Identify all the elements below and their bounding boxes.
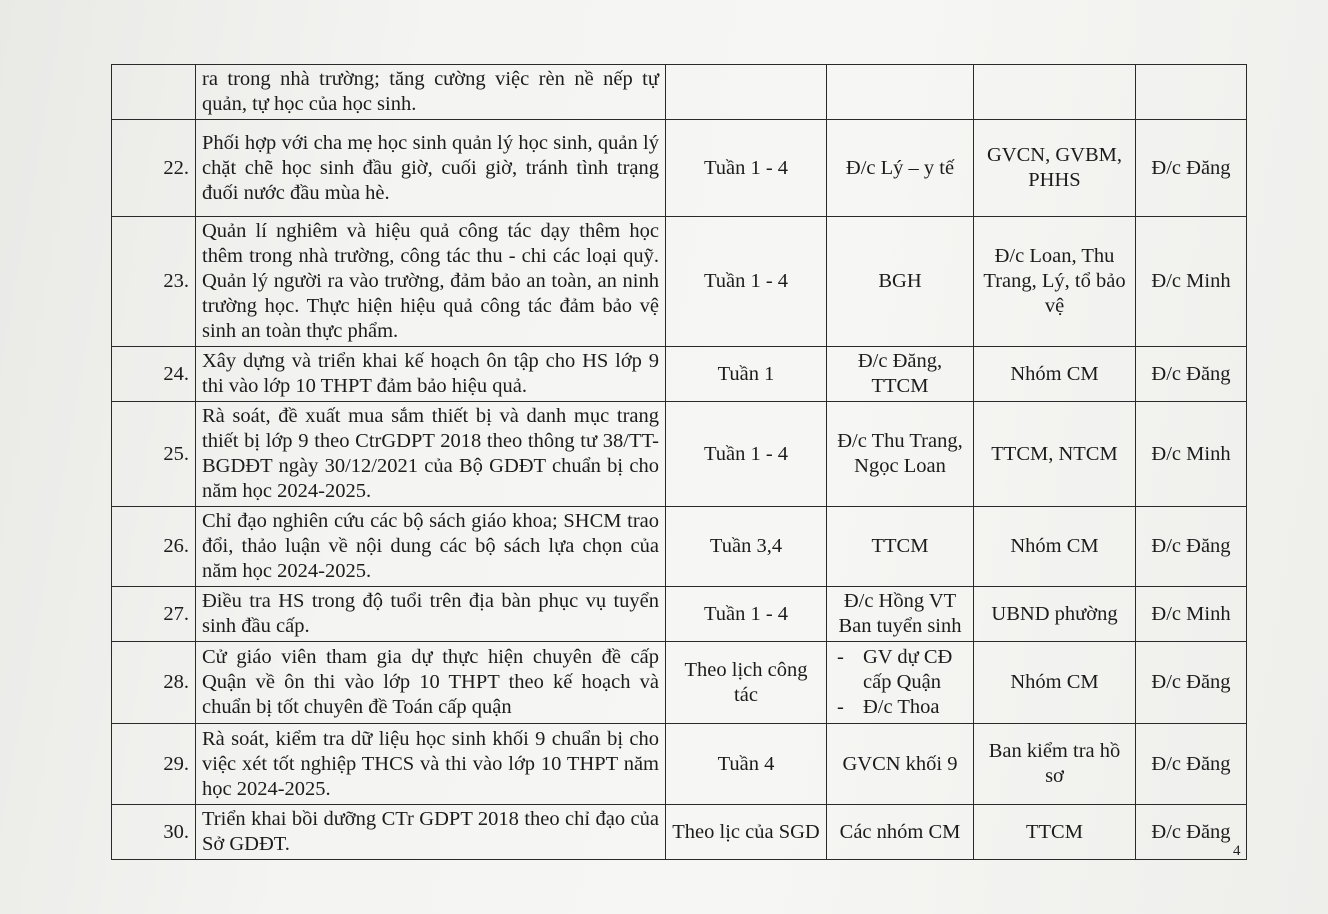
row-number xyxy=(112,65,196,120)
row-number: 22. xyxy=(112,120,196,217)
task-content: Triển khai bồi dưỡng CTr GDPT 2018 theo chỉ đạo của Sở GDĐT. xyxy=(196,805,666,860)
task-content: Rà soát, kiểm tra dữ liệu học sinh khối 9 chuẩn bị cho việc xét tốt nghiệp THCS và thi vào lớp 10 THPT năm học 2024-2025. xyxy=(196,724,666,805)
support-cell: Nhóm CM xyxy=(974,347,1136,402)
time-cell: Tuần 1 - 4 xyxy=(666,402,827,507)
support-cell xyxy=(974,65,1136,120)
time-cell: Theo lịch công tác xyxy=(666,642,827,724)
supervisor-cell: Đ/c Minh xyxy=(1136,402,1247,507)
time-cell: Theo lịc của SGD xyxy=(666,805,827,860)
table-row xyxy=(112,724,1247,805)
supervisor-cell: Đ/c Đăng xyxy=(1136,120,1247,217)
lead-cell: BGH xyxy=(827,217,974,347)
time-cell: Tuần 3,4 xyxy=(666,507,827,587)
lead-cell: Các nhóm CM xyxy=(827,805,974,860)
table-row xyxy=(112,217,1247,347)
lead-list xyxy=(833,645,967,720)
row-number: 25. xyxy=(112,402,196,507)
row-number: 28. xyxy=(112,642,196,724)
table-row xyxy=(112,507,1247,587)
supervisor-cell: Đ/c Đăng xyxy=(1136,805,1247,860)
page-number: 4 xyxy=(1233,843,1241,859)
lead-cell: TTCM xyxy=(827,507,974,587)
time-cell xyxy=(666,65,827,120)
time-cell: Tuần 4 xyxy=(666,724,827,805)
support-cell: Nhóm CM xyxy=(974,642,1136,724)
time-cell: Tuần 1 - 4 xyxy=(666,120,827,217)
support-cell: Đ/c Loan, Thu Trang, Lý, tổ bảo vệ xyxy=(974,217,1136,347)
support-cell: TTCM, NTCM xyxy=(974,402,1136,507)
table-row xyxy=(112,642,1247,724)
row-number: 26. xyxy=(112,507,196,587)
lead-cell: Đ/c Đăng, TTCM xyxy=(827,347,974,402)
support-cell: UBND phường xyxy=(974,587,1136,642)
task-content: Xây dựng và triển khai kế hoạch ôn tập cho HS lớp 9 thi vào lớp 10 THPT đảm bảo hiệu quả. xyxy=(196,347,666,402)
task-table xyxy=(111,64,1247,860)
lead-cell xyxy=(827,642,974,724)
supervisor-cell: Đ/c Đăng xyxy=(1136,724,1247,805)
task-content: Rà soát, đề xuất mua sắm thiết bị và danh mục trang thiết bị lớp 9 theo CtrGDPT 2018 theo thông tư 38/TT-BGDĐT ngày 30/12/2021 của Bộ GDĐT chuẩn bị cho năm học 2024-2025. xyxy=(196,402,666,507)
task-content: Quản lí nghiêm và hiệu quả công tác dạy thêm học thêm trong nhà trường, công tác thu - chi các loại quỹ. Quản lý người ra vào trường, đảm bảo an toàn, an ninh trường học. Thực hiện hiệu quả công tác đảm bảo vệ sinh an toàn thực phẩm. xyxy=(196,217,666,347)
lead-cell: Đ/c Lý – y tế xyxy=(827,120,974,217)
table-row xyxy=(112,805,1247,860)
table-row xyxy=(112,402,1247,507)
time-cell: Tuần 1 - 4 xyxy=(666,587,827,642)
row-number: 23. xyxy=(112,217,196,347)
support-cell: Ban kiểm tra hồ sơ xyxy=(974,724,1136,805)
row-number: 27. xyxy=(112,587,196,642)
task-content: Điều tra HS trong độ tuổi trên địa bàn phục vụ tuyển sinh đầu cấp. xyxy=(196,587,666,642)
supervisor-cell: Đ/c Minh xyxy=(1136,217,1247,347)
task-content: Cử giáo viên tham gia dự thực hiện chuyên đề cấp Quận về ôn thi vào lớp 10 THPT theo kế hoạch và chuẩn bị tốt chuyên đề Toán cấp quận xyxy=(196,642,666,724)
row-number: 24. xyxy=(112,347,196,402)
task-content: ra trong nhà trường; tăng cường việc rèn nề nếp tự quản, tự học của học sinh. xyxy=(196,65,666,120)
row-number: 30. xyxy=(112,805,196,860)
supervisor-cell: Đ/c Đăng xyxy=(1136,507,1247,587)
lead-cell: Đ/c Thu Trang, Ngọc Loan xyxy=(827,402,974,507)
lead-cell: Đ/c Hồng VT Ban tuyển sinh xyxy=(827,587,974,642)
support-cell: GVCN, GVBM, PHHS xyxy=(974,120,1136,217)
row-number: 29. xyxy=(112,724,196,805)
table-row xyxy=(112,347,1247,402)
lead-list-item: - Đ/c Thoa xyxy=(833,695,967,720)
supervisor-cell xyxy=(1136,65,1247,120)
task-content: Phối hợp với cha mẹ học sinh quản lý học sinh, quản lý chặt chẽ học sinh đầu giờ, cuối giờ, tránh tình trạng đuối nước đầu mùa hè. xyxy=(196,120,666,217)
supervisor-cell: Đ/c Minh xyxy=(1136,587,1247,642)
lead-cell xyxy=(827,65,974,120)
support-cell: TTCM xyxy=(974,805,1136,860)
table-row xyxy=(112,587,1247,642)
table-row xyxy=(112,65,1247,120)
support-cell: Nhóm CM xyxy=(974,507,1136,587)
table-row xyxy=(112,120,1247,217)
lead-cell: GVCN khối 9 xyxy=(827,724,974,805)
supervisor-cell: Đ/c Đăng xyxy=(1136,347,1247,402)
supervisor-cell: Đ/c Đăng xyxy=(1136,642,1247,724)
task-content: Chỉ đạo nghiên cứu các bộ sách giáo khoa; SHCM trao đổi, thảo luận về nội dung các bộ sách lựa chọn của năm học 2024-2025. xyxy=(196,507,666,587)
lead-list-item: - GV dự CĐ cấp Quận xyxy=(833,645,967,695)
time-cell: Tuần 1 xyxy=(666,347,827,402)
time-cell: Tuần 1 - 4 xyxy=(666,217,827,347)
